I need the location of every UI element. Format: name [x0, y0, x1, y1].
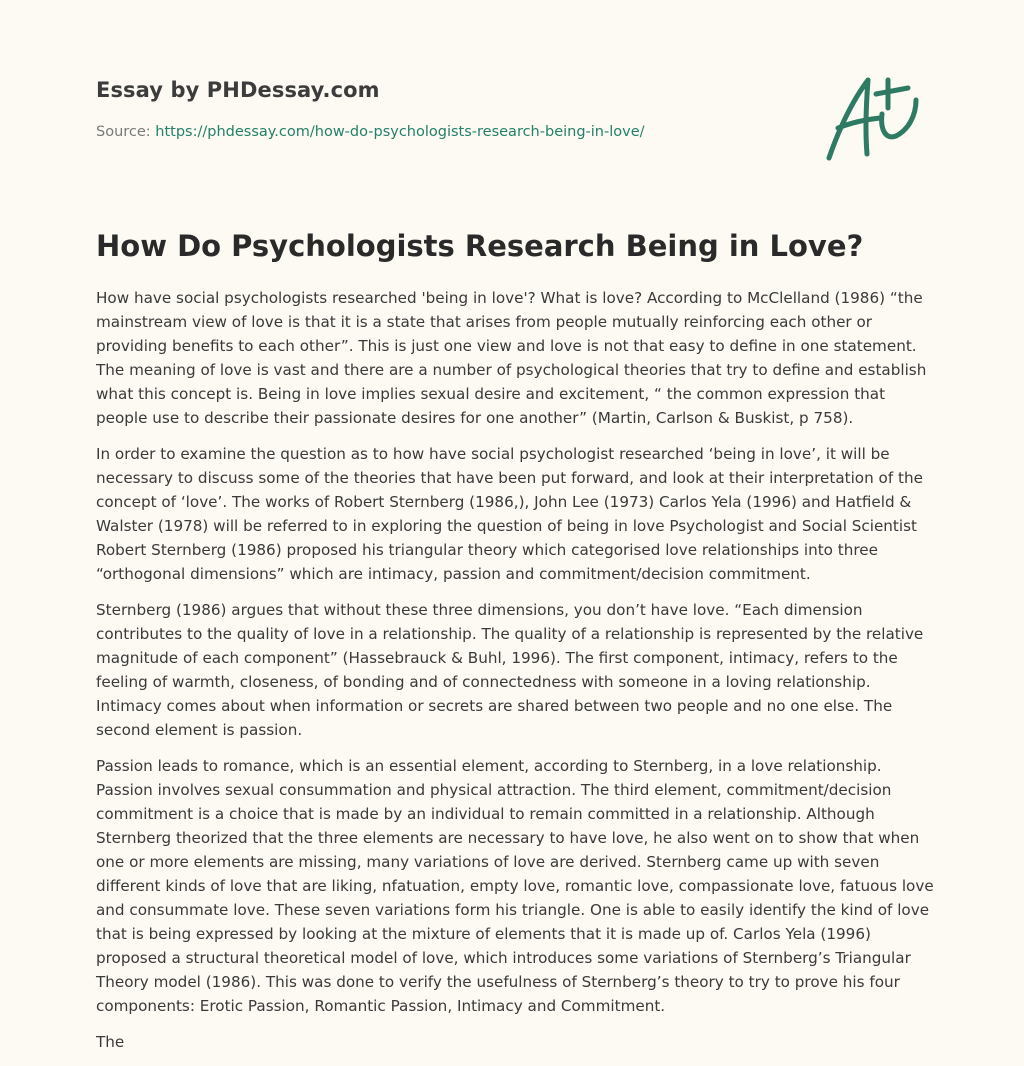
- a-plus-logo-icon: [822, 70, 928, 162]
- paragraph: In order to examine the question as to how have social psychologist researched ‘being in love’, it will be necessary to discuss some of the theories that have been put forward, and look at their interpretation of the concept of ‘love’. The works of Robert Sternberg (1986,), John Lee (1973) Carlos Yela (1996) and Hatfield & Walster (1978) will be referred to in exploring the question of being in love Psychologist and Social Scientist Robert Sternberg (1986) proposed his triangular theory which categorised love relationships into three “orthogonal dimensions” which are intimacy, passion and commitment/decision commitment.: [96, 445, 923, 583]
- header: [96, 76, 796, 142]
- paragraph: Sternberg (1986) argues that without these three dimensions, you don’t have love. “Each dimension contributes to the quality of love in a relationship. The quality of a relationship is represented by the relative magnitude of each component” (Hassebrauck & Buhl, 1996). The first component, intimacy, refers to the feeling of warmth, closeness, of bonding and of connectedness with someone in a loving relationship. Intimacy comes about when information or secrets are shared between two people and no one else. The second element is passion.: [96, 601, 924, 739]
- essay-body: [96, 286, 934, 1066]
- source-link[interactable]: https://phdessay.com/how-do-psychologists-research-being-in-love/: [155, 124, 645, 140]
- essay-title: How Do Psychologists Research Being in Love?: [96, 229, 864, 263]
- paragraph: Passion leads to romance, which is an essential element, according to Sternberg, in a love relationship. Passion involves sexual consummation and physical attraction. The third element, commitment/decision commitment is a choice that is made by an individual to remain committed in a relationship. Although Sternberg theorized that the three elements are necessary to have love, he also went on to show that when one or more elements are missing, many variations of love are derived. Sternberg came up with seven different kinds of love that are liking, nfatuation, empty love, romantic love, compassionate love, fatuous love and consummate love. These seven variations form his triangle. One is able to easily identify the kind of love that is being expressed by looking at the mixture of elements that it is made up of. Carlos Yela (1996) proposed a structural theoretical model of love, which introduces some variations of Sternberg’s Triangular Theory model (1986). This was done to verify the usefulness of Sternberg’s theory to try to prove his four components: Erotic Passion, Romantic Passion, Intimacy and Commitment.: [96, 757, 934, 1015]
- paragraph: How have social psychologists researched 'being in love'? What is love? According to McClelland (1986) “the mainstream view of love is that it is a state that arises from people mutually reinforcing each other or providing benefits to each other”. This is just one view and love is not that easy to define in one statement. The meaning of love is vast and there are a number of psychological theories that try to define and establish what this concept is. Being in love implies sexual desire and excitement, “ the common expression that people use to describe their passionate desires for one another” (Martin, Carlson & Buskist, p 758).: [96, 289, 927, 427]
- paragraph: The: [96, 1033, 125, 1051]
- source-label: Source:: [96, 124, 156, 140]
- site-title: Essay by PHDessay.com: [96, 78, 380, 102]
- source-line: [96, 122, 796, 142]
